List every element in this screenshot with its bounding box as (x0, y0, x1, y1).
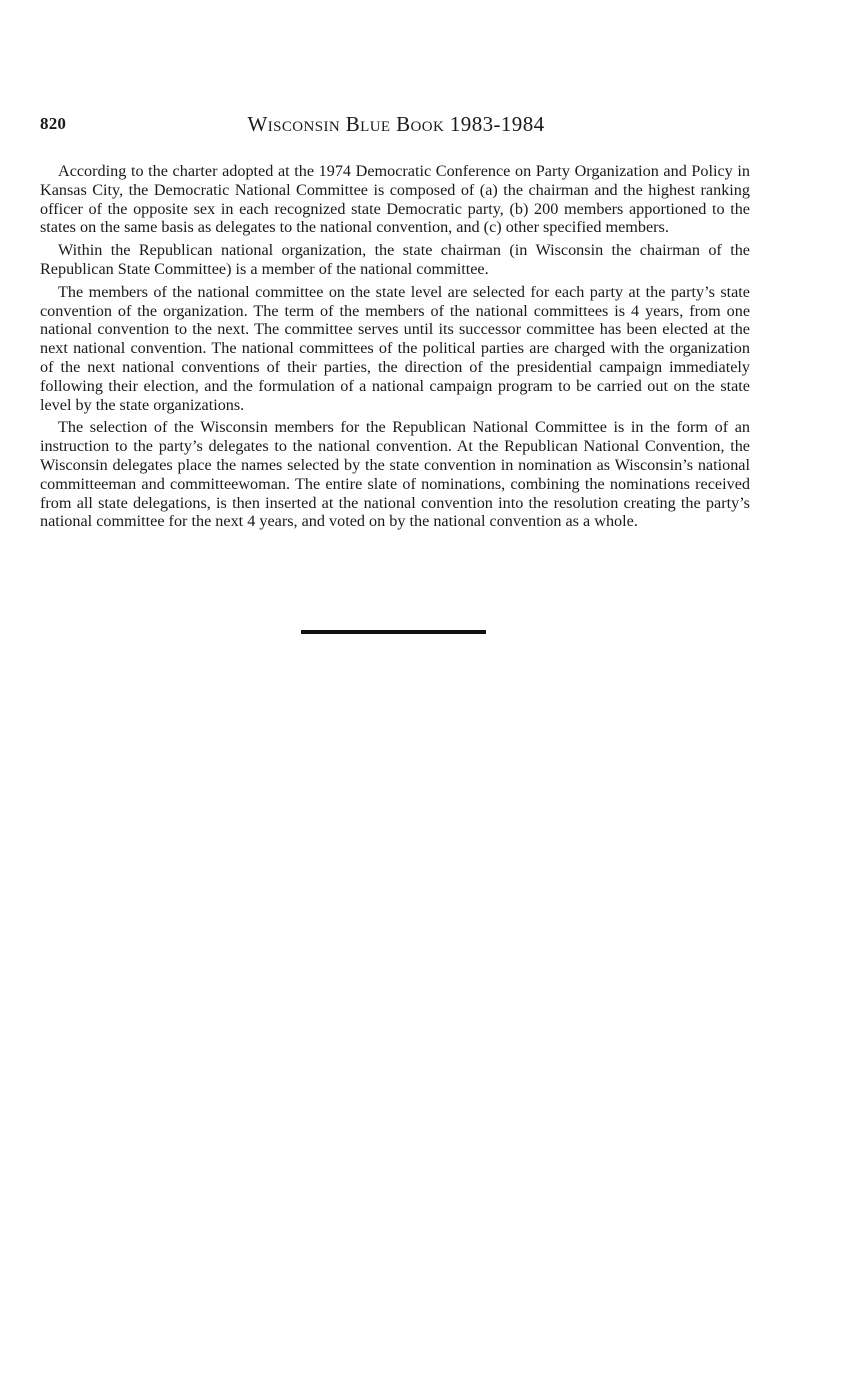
page-number: 820 (40, 114, 67, 133)
paragraph-republican-organization: Within the Republican national organization, the state chairman (in Wisconsin the chairman of the Republican State Committee) is a member of the national committee. (40, 241, 750, 278)
paragraph-committee-members: The members of the national committee on the state level are selected for each party at the party’s state convention of the organization. The term of the members of the national committees is 4 years, from one national convention to the next. The committee serves until its successor committee has been elected at the next national convention. The national committees of the political parties are charged with the organization of the next national conventions of their parties, the direction of the presidential campaign immediately following their election, and the formulation of a national campaign program to be carried out on the state level by the state organizations. (40, 282, 750, 414)
paragraph-democratic-committee: According to the charter adopted at the 1974 Democratic Conference on Party Organization and Policy in Kansas City, the Democratic National Committee is composed of (a) the chairman and the highest ranking officer of the opposite sex in each recognized state Democratic party, (b) 200 members apportioned to the states on the same basis as delegates to the national convention, and (c) other specified members. (40, 162, 750, 237)
body-text (40, 162, 750, 535)
paragraph-wisconsin-selection: The selection of the Wisconsin members for the Republican National Committee is in the form of an instruction to the party’s delegates to the national convention. At the Republican National Convention, the Wisconsin delegates place the names selected by the state convention in nomination as Wisconsin’s national committeeman and committeewoman. The entire slate of nominations, combining the nominations received from all state delegations, is then inserted at the national convention into the resolution creating the party’s national committee for the next 4 years, and voted on by the national convention as a whole. (40, 418, 750, 531)
page-header (40, 112, 752, 142)
section-end-rule (301, 630, 486, 634)
running-title: Wisconsin Blue Book 1983-1984 (247, 112, 545, 136)
